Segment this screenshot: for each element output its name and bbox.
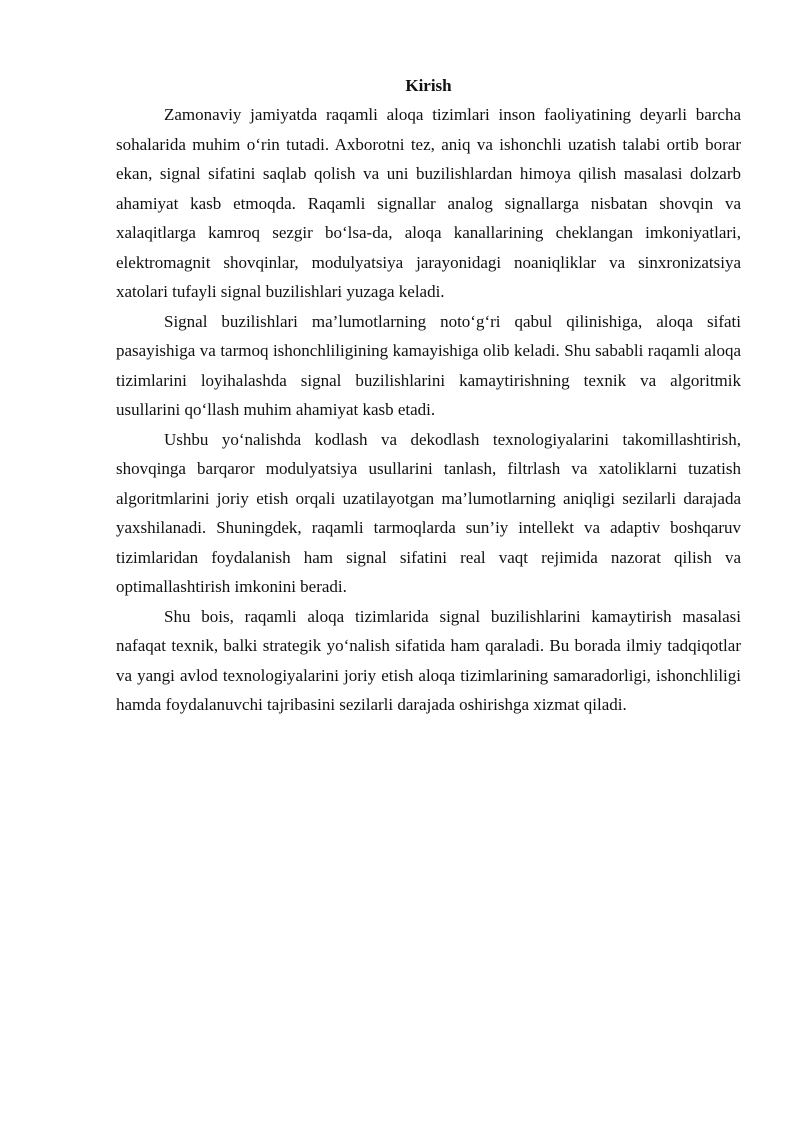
document-page [116,72,741,720]
paragraph-2: Signal buzilishlari ma’lumotlarning noto‘g‘ri qabul qilinishiga, aloqa sifati pasayishiga va tarmoq ishonchliligining kamayishiga olib keladi. Shu sababli raqamli aloqa tizimlarini loyihalashda signal buzilishlarini kamaytirishning texnik va algoritmik usullarini qo‘llash muhim ahamiyat kasb etadi. [116,311,741,419]
paragraph-4: Shu bois, raqamli aloqa tizimlarida signal buzilishlarini kamaytirish masalasi nafaqat texnik, balki strategik yo‘nalish sifatida ham qaraladi. Bu borada ilmiy tadqiqotlar va yangi avlod texnologiyalarini joriy etish aloqa tizimlarining samaradorligi, ishonchliligi hamda foydalanuvchi tajribasini sezilarli darajada oshirishga xizmat qiladi. [116,606,741,714]
paragraph-1: Zamonaviy jamiyatda raqamli aloqa tizimlari inson faoliyatining deyarli barcha sohalarida muhim o‘rin tutadi. Axborotni tez, aniq va ishonchli uzatish talabi ortib borar ekan, signal sifatini saqlab qolish va uni buzilishlardan himoya qilish masalasi dolzarb ahamiyat kasb etmoqda. Raqamli signallar analog signallarga nisbatan shovqin va xalaqitlarga kamroq sezgir bo‘lsa-da, aloqa kanallarining cheklangan imkoniyatlari, elektromagnit shovqinlar, modulyatsiya jarayonidagi noaniqliklar va sinxronizatsiya xatolari tufayli signal buzilishlari yuzaga keladi. [116,105,741,301]
paragraph-3: Ushbu yo‘nalishda kodlash va dekodlash texnologiyalarini takomillashtirish, shovqinga barqaror modulyatsiya usullarini tanlash, filtrlash va xatoliklarni tuzatish algoritmlarini joriy etish orqali uzatilayotgan ma’lumotlarning aniqligi sezilarli darajada yaxshilanadi. Shuningdek, raqamli tarmoqlarda sun’iy intellekt va adaptiv boshqaruv tizimlaridan foydalanish ham signal sifatini real vaqt rejimida nazorat qilish va optimallashtirish imkonini beradi. [116,429,741,596]
section-title: Kirish [405,76,452,95]
